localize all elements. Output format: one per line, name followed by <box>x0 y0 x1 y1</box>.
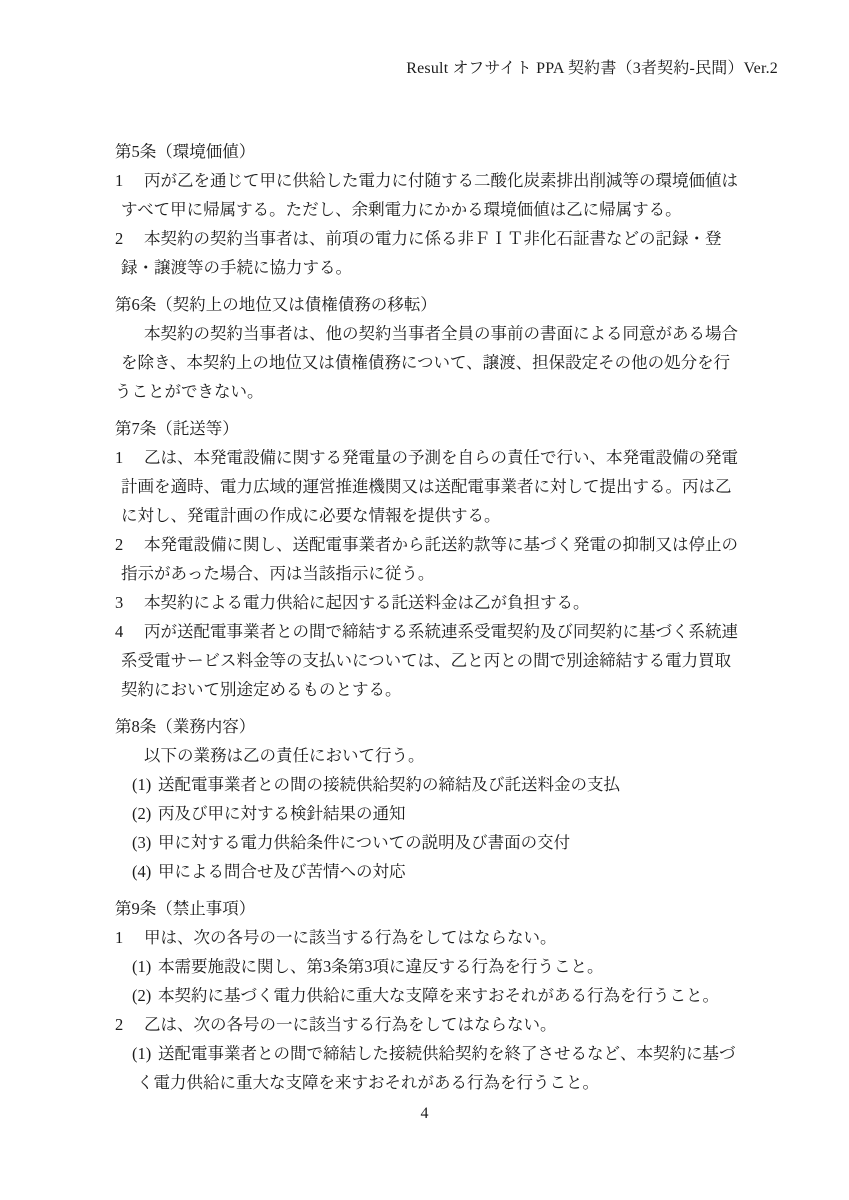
line-text: を除き、本契約上の地位又は債権債務について、譲渡、担保設定その他の処分を行 <box>121 353 731 372</box>
line-text: 録・譲渡等の手続に協力する。 <box>121 258 352 277</box>
section-heading: 第8条（業務内容） <box>115 717 256 736</box>
contract-line <box>115 1068 755 1097</box>
line-text: 乙は、次の各号の一に該当する行為をしてはならない。 <box>144 1015 557 1034</box>
item-number: 1 <box>115 448 124 467</box>
contract-line <box>115 195 755 224</box>
line-text: 系受電サービス料金等の支払いについては、乙と丙との間で別途締結する電力買取 <box>121 651 732 670</box>
line-text: 本契約に基づく電力供給に重大な支障を来すおそれがある行為を行うこと。 <box>158 986 719 1005</box>
section-article-7 <box>115 414 755 704</box>
sub-item-number: (1) <box>132 775 152 794</box>
contract-line <box>115 675 755 704</box>
page-number: 4 <box>420 1105 429 1122</box>
line-text: 丙及び甲に対する検針結果の通知 <box>158 804 406 823</box>
section-heading: 第7条（託送等） <box>115 419 239 438</box>
section-article-9 <box>115 894 755 1097</box>
line-text: 本需要施設に関し、第3条第3項に違反する行為を行うこと。 <box>158 957 604 976</box>
contract-line <box>115 443 755 472</box>
sub-item-number: (2) <box>132 804 152 823</box>
line-text: 丙が乙を通じて甲に供給した電力に付随する二酸化炭素排出削減等の環境価値は <box>144 171 738 190</box>
section-heading: 第9条（禁止事項） <box>115 899 256 918</box>
line-text: 甲による問合せ及び苦情への対応 <box>158 862 406 881</box>
sub-item-number: (2) <box>132 986 152 1005</box>
line-text: 本契約の契約当事者は、他の契約当事者全員の事前の書面による同意がある場合 <box>144 324 738 343</box>
contract-line <box>115 828 755 857</box>
contract-line <box>115 319 755 348</box>
contract-line <box>115 501 755 530</box>
line-text: に対し、発電計画の作成に必要な情報を提供する。 <box>121 506 501 525</box>
contract-line <box>115 166 755 195</box>
contract-line <box>115 472 755 501</box>
contract-line <box>115 588 755 617</box>
contract-line <box>115 530 755 559</box>
line-text: 送配電事業者との間の接続供給契約の締結及び託送料金の支払 <box>158 775 620 794</box>
contract-line <box>115 799 755 828</box>
sub-item-number: (4) <box>132 862 152 881</box>
document-body <box>115 137 755 1097</box>
contract-line <box>115 857 755 886</box>
line-text: 本発電設備に関し、送配電事業者から託送約款等に基づく発電の抑制又は停止の <box>144 535 738 554</box>
contract-line <box>115 1010 755 1039</box>
contract-line <box>115 952 755 981</box>
line-text: 送配電事業者との間で締結した接続供給契約を終了させるなど、本契約に基づ <box>158 1044 736 1063</box>
section-article-5 <box>115 137 755 282</box>
line-text: 本契約による電力供給に起因する託送料金は乙が負担する。 <box>144 593 590 612</box>
sub-item-number: (1) <box>132 957 152 976</box>
line-text: 本契約の契約当事者は、前項の電力に係る非ＦＩＴ非化石証書などの記録・登 <box>144 229 722 248</box>
item-number: 2 <box>115 1015 124 1034</box>
line-text: く電力供給に重大な支障を来すおそれがある行為を行うこと。 <box>137 1073 599 1092</box>
sub-item-number: (3) <box>132 833 152 852</box>
item-number: 1 <box>115 928 124 947</box>
contract-line <box>115 770 755 799</box>
contract-line <box>115 1039 755 1068</box>
contract-line <box>115 617 755 646</box>
document-header: Result オフサイト PPA 契約書（3者契約-民間）Ver.2 <box>406 60 778 77</box>
section-article-8 <box>115 712 755 886</box>
item-number: 2 <box>115 535 124 554</box>
contract-line <box>115 559 755 588</box>
section-article-6 <box>115 290 755 406</box>
section-heading: 第6条（契約上の地位又は債権債務の移転） <box>115 295 437 314</box>
sub-item-number: (1) <box>132 1044 152 1063</box>
line-text: 計画を適時、電力広域的運営推進機関又は送配電事業者に対して提出する。丙は乙 <box>121 477 732 496</box>
line-text: 以下の業務は乙の責任において行う。 <box>144 746 425 765</box>
contract-line <box>115 741 755 770</box>
contract-line <box>115 923 755 952</box>
contract-line <box>115 981 755 1010</box>
item-number: 3 <box>115 593 124 612</box>
line-text: うことができない。 <box>115 382 264 401</box>
item-number: 4 <box>115 622 124 641</box>
contract-line <box>115 224 755 253</box>
contract-line <box>115 348 755 377</box>
line-text: 甲は、次の各号の一に該当する行為をしてはならない。 <box>144 928 557 947</box>
contract-line <box>115 253 755 282</box>
contract-line <box>115 646 755 675</box>
contract-line <box>115 377 755 406</box>
item-number: 2 <box>115 229 124 248</box>
line-text: 甲に対する電力供給条件についての説明及び書面の交付 <box>158 833 571 852</box>
section-heading: 第5条（環境価値） <box>115 142 256 161</box>
item-number: 1 <box>115 171 124 190</box>
line-text: 指示があった場合、丙は当該指示に従う。 <box>121 564 435 583</box>
line-text: 乙は、本発電設備に関する発電量の予測を自らの責任で行い、本発電設備の発電 <box>144 448 738 467</box>
line-text: すべて甲に帰属する。ただし、余剰電力にかかる環境価値は乙に帰属する。 <box>121 200 682 219</box>
line-text: 契約において別途定めるものとする。 <box>121 680 402 699</box>
line-text: 丙が送配電事業者との間で締結する系統連系受電契約及び同契約に基づく系統連 <box>144 622 738 641</box>
